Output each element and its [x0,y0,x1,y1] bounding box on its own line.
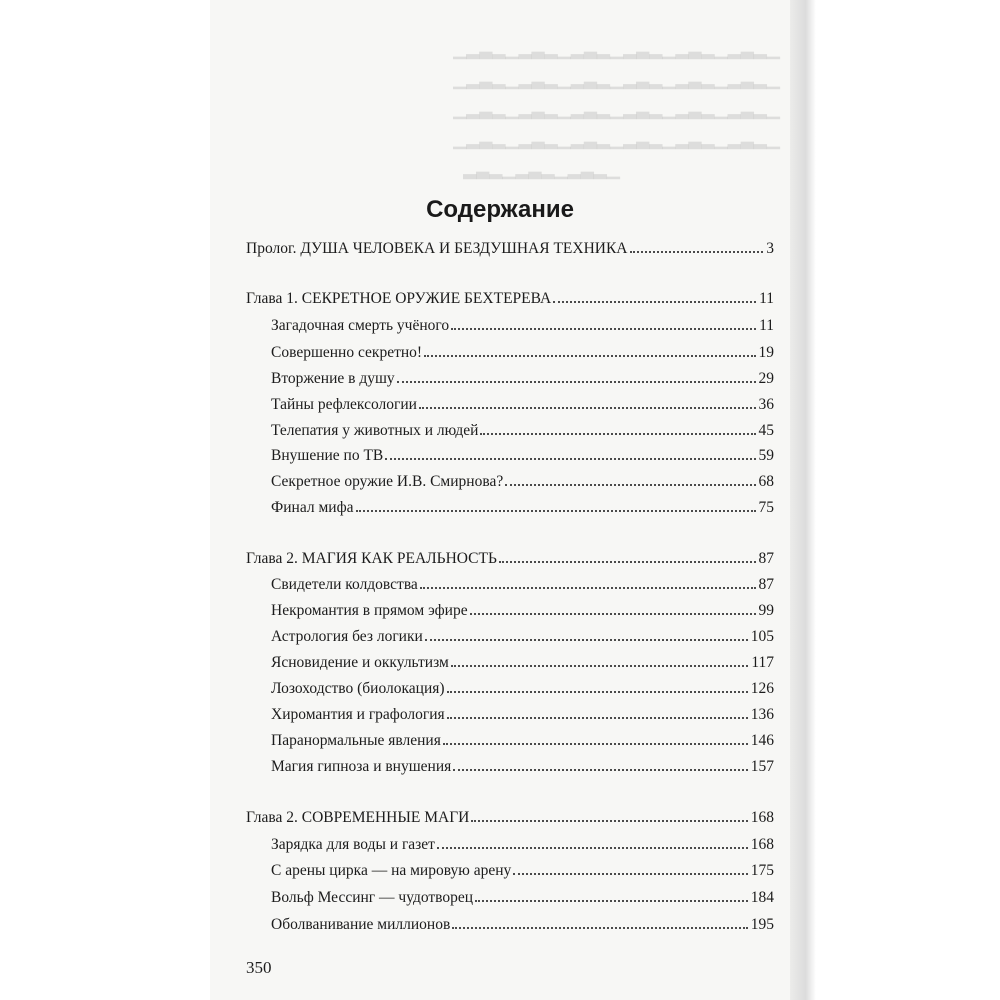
toc-section [271,726,774,750]
dot-leader [505,484,755,486]
toc-entry-prologue [246,234,774,258]
toc-section [271,622,774,646]
toc-entry-label: Глава 2. МАГИЯ КАК РЕАЛЬНОСТЬ [246,550,497,567]
show-through: ▁▂▃▂▁▂▃▂▁▂▃▂ [463,160,620,179]
toc-chapter-1 [246,284,774,308]
dot-leader [419,407,756,409]
toc-section [271,910,774,934]
toc-entry-page: 117 [751,654,774,671]
toc-entry-label: Финал мифа [271,499,354,516]
toc-section [271,364,774,388]
toc-entry-label: С арены цирка — на мировую арену [271,862,512,879]
dot-leader [553,301,756,303]
toc-entry-label: Астрология без логики [271,628,423,645]
dot-leader [397,381,756,383]
toc-entry-page: 59 [758,447,774,464]
page-edge-shadow [790,0,816,1000]
toc-entry-page: 19 [758,344,774,361]
dot-leader [499,561,756,563]
toc-entry-label: Вторжение в душу [271,370,395,387]
dot-leader [470,613,756,615]
toc-entry-label: Тайны рефлексологии [271,396,417,413]
toc-section [271,674,774,698]
toc-section [271,493,774,517]
toc-entry-page: 146 [750,732,774,749]
toc-entry-page: 168 [750,809,774,826]
show-through: ▁▂▃▂▁▂▃▂▁▂▃▂▁▂▃▂▁▂▃▂▁▂▃▂▁ [453,130,780,149]
toc-section [271,570,774,594]
toc-section [271,416,774,440]
toc-entry-page: 11 [759,317,774,334]
toc-entry-label: Свидетели колдовства [271,576,418,593]
dot-leader [437,847,748,849]
toc-entry-label: Оболванивание миллионов [271,916,451,933]
dot-leader [630,251,764,253]
dot-leader [451,665,749,667]
dot-leader [447,717,748,719]
toc-entry-page: 29 [758,370,774,387]
toc-entry-label: Внушение по ТВ [271,447,384,464]
toc-entry-page: 136 [750,706,774,723]
toc-section [271,441,774,465]
dot-leader [451,328,756,330]
dot-leader [453,769,747,771]
toc-section [271,648,774,672]
dot-leader [471,820,747,822]
dot-leader [480,433,755,435]
dot-leader [452,927,747,929]
toc-entry-page: 184 [750,889,774,906]
toc-entry-label: Ясновидение и оккультизм [271,654,449,671]
show-through: ▁▂▃▂▁▂▃▂▁▂▃▂▁▂▃▂▁▂▃▂▁▂▃▂▁ [453,70,780,89]
toc-entry-page: 168 [750,836,774,853]
toc-section [271,700,774,724]
toc-section [271,467,774,491]
toc-entry-label: Магия гипноза и внушения [271,758,452,775]
toc-entry-label: Паранормальные явления [271,732,441,749]
toc-section [271,830,774,854]
toc-section [271,311,774,335]
page-title: Содержание [426,196,574,223]
dot-leader [420,587,756,589]
toc-section [271,856,774,880]
toc-entry-label: Секретное оружие И.В. Смирнова? [271,473,504,490]
toc-entry-label: Загадочная смерть учёного [271,317,450,334]
dot-leader [424,355,755,357]
toc-entry-label: Глава 1. СЕКРЕТНОЕ ОРУЖИЕ БЕХТЕРЕВА [246,290,552,307]
dot-leader [385,458,755,460]
toc-section [271,596,774,620]
toc-section [271,338,774,362]
toc-entry-page: 36 [758,396,774,413]
toc-entry-label: Глава 2. СОВРЕМЕННЫЕ МАГИ [246,809,470,826]
toc-entry-label: Хиромантия и графология [271,706,445,723]
toc-entry-page: 105 [750,628,774,645]
toc-entry-page: 45 [758,422,774,439]
toc-chapter-2 [246,544,774,568]
toc-entry-label: Пролог. ДУША ЧЕЛОВЕКА И БЕЗДУШНАЯ ТЕХНИКА [246,240,628,257]
toc-entry-label: Некромантия в прямом эфире [271,602,468,619]
page-number: 350 [246,958,272,977]
toc-entry-label: Вольф Мессинг — чудотворец [271,889,474,906]
toc-entry-page: 68 [758,473,774,490]
toc-entry-page: 3 [766,240,774,257]
toc-chapter-3 [246,803,774,827]
toc-section [271,752,774,776]
dot-leader [447,691,748,693]
show-through: ▁▂▃▂▁▂▃▂▁▂▃▂▁▂▃▂▁▂▃▂▁▂▃▂▁ [453,100,780,119]
toc-entry-page: 126 [750,680,774,697]
toc-entry-label: Совершенно секретно! [271,344,423,361]
toc-entry-label: Лозоходство (биолокация) [271,680,445,697]
toc-entry-page: 195 [750,916,774,933]
dot-leader [356,510,756,512]
toc-entry-page: 157 [750,758,774,775]
toc-entry-page: 99 [758,602,774,619]
toc-entry-page: 87 [758,550,774,567]
dot-leader [513,873,747,875]
toc-section [271,883,774,907]
show-through: ▁▂▃▂▁▂▃▂▁▂▃▂▁▂▃▂▁▂▃▂▁▂▃▂▁ [453,40,780,59]
dot-leader [425,639,748,641]
toc-entry-page: 87 [758,576,774,593]
toc-entry-page: 175 [750,862,774,879]
toc-entry-page: 75 [758,499,774,516]
dot-leader [475,900,748,902]
dot-leader [443,743,748,745]
toc-section [271,390,774,414]
toc-entry-label: Телепатия у животных и людей [271,422,479,439]
toc-entry-label: Зарядка для воды и газет [271,836,435,853]
toc-entry-page: 11 [759,290,774,307]
